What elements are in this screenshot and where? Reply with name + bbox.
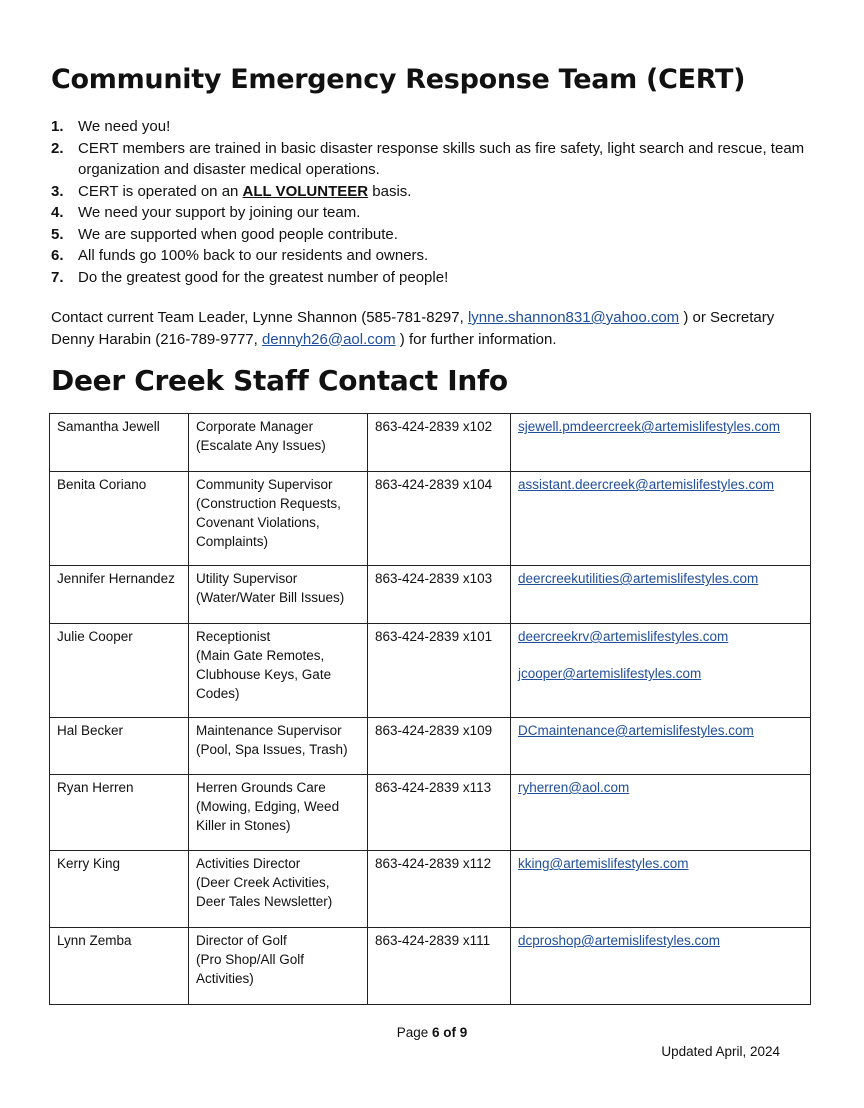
- list-item: [51, 138, 821, 181]
- staff-name: Samantha Jewell: [50, 414, 189, 472]
- staff-name: Kerry King: [50, 851, 189, 928]
- staff-phone: 863-424-2839 x103: [368, 566, 511, 624]
- staff-role: [189, 472, 368, 566]
- email-link[interactable]: jcooper@artemislifestyles.com: [518, 666, 702, 681]
- table-row: [50, 624, 811, 718]
- role-duties: (Mowing, Edging, Weed Killer in Stones): [196, 799, 340, 833]
- email-link[interactable]: deercreekutilities@artemislifestyles.com: [518, 571, 759, 586]
- staff-role: [189, 414, 368, 472]
- list-item: [51, 202, 821, 224]
- email-link[interactable]: deercreekrv@artemislifestyles.com: [518, 629, 729, 644]
- role-title: Maintenance Supervisor: [196, 723, 342, 738]
- staff-phone: 863-424-2839 x109: [368, 718, 511, 775]
- table-row: [50, 851, 811, 928]
- role-duties: (Pool, Spa Issues, Trash): [196, 742, 348, 757]
- contact-text: Contact current Team Leader, Lynne Shannon (585-781-8297,: [51, 309, 468, 326]
- staff-phone: 863-424-2839 x102: [368, 414, 511, 472]
- page-number: [0, 1025, 864, 1040]
- staff-name: Jennifer Hernandez: [50, 566, 189, 624]
- team-leader-email-link[interactable]: lynne.shannon831@yahoo.com: [467, 309, 680, 326]
- page-current: 6: [432, 1025, 440, 1040]
- table-row: [50, 775, 811, 851]
- role-title: Community Supervisor: [196, 477, 333, 492]
- secretary-email-link[interactable]: dennyh26@aol.com: [261, 330, 396, 348]
- list-item: [51, 245, 821, 267]
- role-duties: (Main Gate Remotes, Clubhouse Keys, Gate Codes): [196, 648, 332, 701]
- staff-email: [511, 566, 811, 624]
- list-item: [51, 116, 821, 138]
- staff-name: Lynn Zemba: [50, 928, 189, 1005]
- staff-email: [511, 624, 811, 718]
- staff-table: [49, 413, 811, 1005]
- role-duties: (Deer Creek Activities, Deer Tales Newsletter): [196, 875, 333, 909]
- page-label: Page: [396, 1025, 432, 1040]
- staff-email: [511, 718, 811, 775]
- list-number: 2.: [51, 139, 64, 157]
- staff-title: Deer Creek Staff Contact Info: [51, 364, 508, 397]
- table-row: [50, 472, 811, 566]
- staff-email: [511, 472, 811, 566]
- role-title: Utility Supervisor: [196, 571, 298, 586]
- list-text: basis.: [368, 182, 412, 200]
- staff-role: [189, 851, 368, 928]
- role-duties: (Water/Water Bill Issues): [196, 590, 345, 605]
- email-link[interactable]: ryherren@aol.com: [518, 780, 630, 795]
- email-link[interactable]: kking@artemislifestyles.com: [518, 856, 689, 871]
- list-text: CERT is operated on an: [78, 182, 243, 200]
- volunteer-emphasis: ALL VOLUNTEER: [242, 182, 369, 200]
- email-link[interactable]: assistant.deercreek@artemislifestyles.com: [518, 477, 775, 492]
- list-text: We need your support by joining our team.: [78, 204, 361, 221]
- staff-role: [189, 928, 368, 1005]
- list-text: We are supported when good people contribute.: [78, 225, 398, 243]
- staff-name: Benita Coriano: [50, 472, 189, 566]
- role-duties: (Escalate Any Issues): [196, 438, 326, 453]
- staff-role: [189, 566, 368, 624]
- staff-phone: 863-424-2839 x104: [368, 472, 511, 566]
- list-number: 3.: [51, 182, 64, 200]
- cert-list: [51, 116, 821, 288]
- list-number: 5.: [51, 225, 64, 243]
- staff-name: Ryan Herren: [50, 775, 189, 851]
- list-number: 7.: [51, 268, 64, 286]
- page-total: 9: [459, 1025, 468, 1040]
- staff-phone: 863-424-2839 x113: [368, 775, 511, 851]
- cert-contact: [51, 307, 821, 350]
- email-link[interactable]: sjewell.pmdeercreek@artemislifestyles.com: [518, 419, 781, 434]
- staff-phone: 863-424-2839 x101: [368, 624, 511, 718]
- list-text: All funds go 100% back to our residents and owners.: [78, 247, 429, 264]
- list-number: 4.: [51, 204, 64, 221]
- staff-name: Hal Becker: [50, 718, 189, 775]
- staff-name: Julie Cooper: [50, 624, 189, 718]
- role-title: Activities Director: [196, 856, 301, 871]
- staff-email: [511, 851, 811, 928]
- staff-email: [511, 414, 811, 472]
- list-text: CERT members are trained in basic disaster response skills such as fire safety, light search and rescue, team organization and disaster medical operations.: [78, 139, 805, 178]
- role-title: Herren Grounds Care: [196, 780, 326, 795]
- cert-title: Community Emergency Response Team (CERT): [51, 64, 746, 95]
- table-row: [50, 566, 811, 624]
- role-duties: (Construction Requests, Covenant Violations, Complaints): [196, 496, 341, 549]
- list-item: [51, 267, 821, 289]
- contact-text: ) or Secretary Denny Harabin (216-789-9777,: [51, 309, 775, 348]
- list-item: [51, 224, 821, 246]
- staff-email: [511, 775, 811, 851]
- list-number: 1.: [51, 118, 64, 135]
- page-of: of: [439, 1025, 460, 1040]
- staff-role: [189, 718, 368, 775]
- contact-text: ) for further information.: [395, 330, 557, 348]
- email-link[interactable]: DCmaintenance@artemislifestyles.com: [518, 723, 754, 738]
- list-text: We need you!: [78, 118, 171, 135]
- staff-email: [511, 928, 811, 1005]
- updated-date: Updated April, 2024: [661, 1044, 780, 1059]
- role-title: Director of Golf: [196, 933, 287, 948]
- staff-phone: 863-424-2839 x111: [368, 928, 511, 1005]
- table-row: [50, 928, 811, 1005]
- role-duties: (Pro Shop/All Golf Activities): [196, 952, 305, 986]
- staff-role: [189, 775, 368, 851]
- list-text: Do the greatest good for the greatest number of people!: [78, 268, 449, 286]
- list-item: [51, 181, 821, 203]
- staff-phone: 863-424-2839 x112: [368, 851, 511, 928]
- role-title: Corporate Manager: [196, 419, 314, 434]
- email-link[interactable]: dcproshop@artemislifestyles.com: [518, 933, 721, 948]
- table-row: [50, 718, 811, 775]
- list-number: 6.: [51, 247, 64, 264]
- table-row: [50, 414, 811, 472]
- role-title: Receptionist: [196, 629, 271, 644]
- staff-role: [189, 624, 368, 718]
